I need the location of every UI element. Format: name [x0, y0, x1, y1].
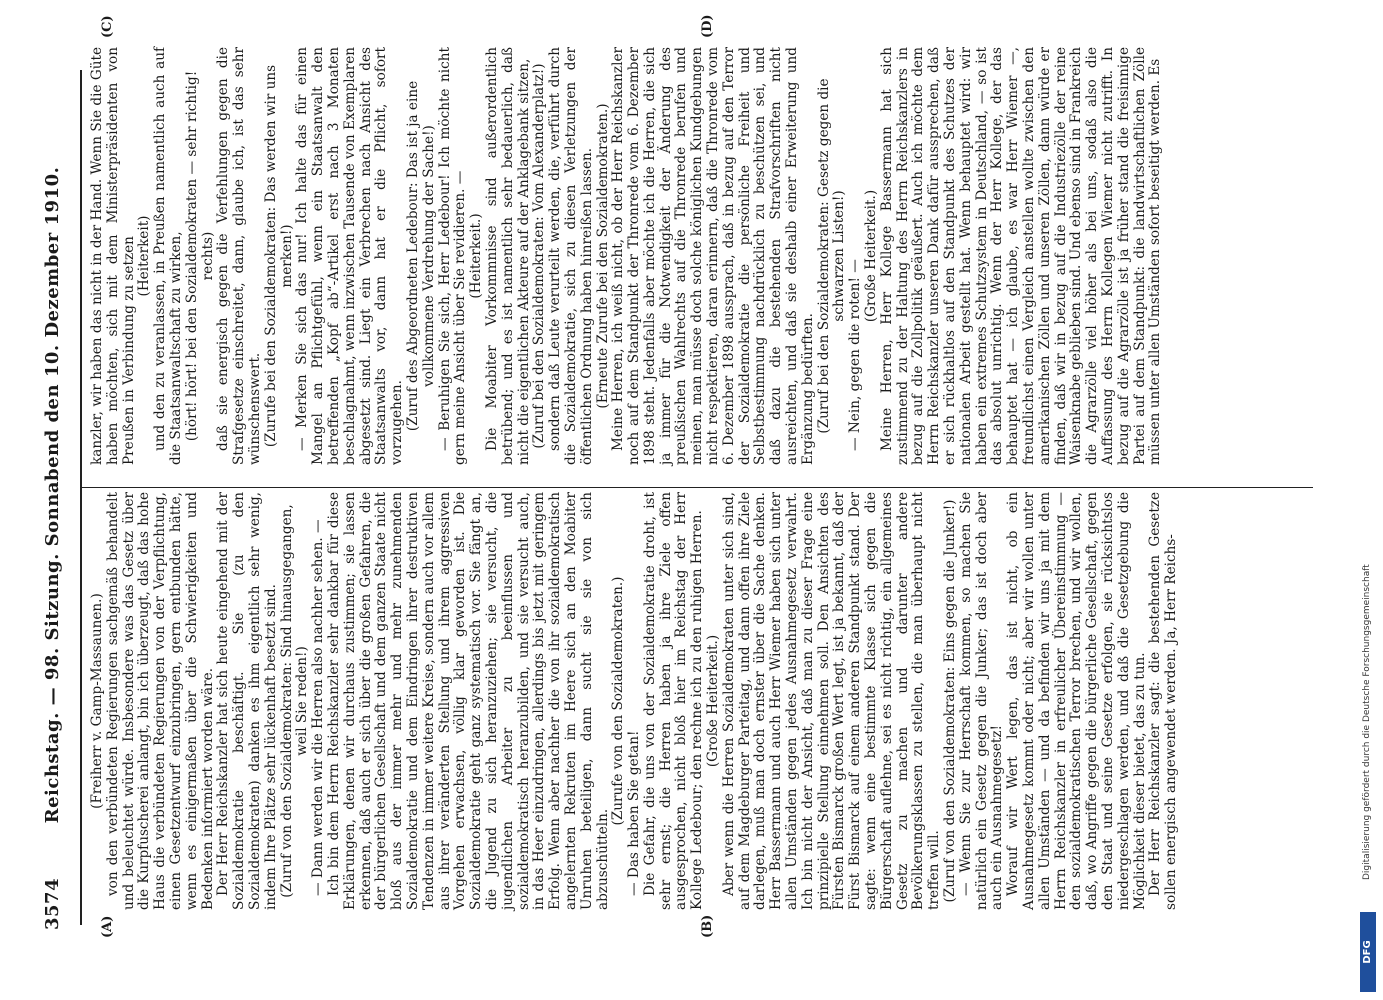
paragraph: sondern daß Leute verurteilt werden, die, verführt durch die Sozialdemokratie, sich zu diesen Verletzungen der öffentlichen Ordnung haben hinreißen lassen. — [547, 47, 595, 465]
paragraph: — Merken Sie sich das nur! Ich halte das für einen Mangel an Pflichtgefühl, wenn ein Staatsanwalt den betreffenden „Kopf ab“-Artikel erst nach 3 Monaten beschlagnahmt, wenn inzwischen Tausende von Exemplaren abgesetzt sind. Liegt ein Verbrechen nach Ansicht des Staatsanwalts vor, dann hat er die Pflicht, sofort vorzugehen. — [294, 47, 406, 465]
column-divider — [82, 487, 1313, 488]
paragraph: (Erneute Zurufe bei den Sozialdemokraten.) — [594, 103, 611, 409]
paragraph: Ich bin dem Herrn Reichskanzler sehr dankbar für diese Erklärungen, denen wir durchaus zustimmen; sie lassen erkennen, daß auch er sich über die großen Gefahren, die der bürgerlichen Gesellschaft und dem ganzen Staate nicht bloß aus der immer mehr und mehr zunehmenden Sozialdemokratie und dem Eindringen ihrer destruktiven Tendenzen in immer weitere Kreise, sondern auch vor allem aus ihrer veränderten Stellung und ihrem aggressiven Vorgehen erwachsen, völlig klar geworden ist. Die Sozialdemokratie geht ganz systematisch vor. Sie fängt an, die Jugend zu sich heranzuziehen; sie versucht, die jugendlichen Arbeiter zu beeinflussen und sozialdemokratisch heranzubilden, und sie versucht auch, in das Heer einzudringen, allerdings bis jetzt mit geringem Erfolg. Wenn aber nachher die von ihr sozialdemokratisch angelernten Rekruten im Heere sich an den Moabiter Unruhen beteiligen, dann sucht sie sie von sich abzuschütteln. — [325, 492, 611, 910]
paragraph: Worauf wir Wert legen, das ist nicht, ob ein Ausnahmegesetz kommt oder nicht; aber wir wollen unter allen Umständen — und da befinden wir uns ja mit dem Herrn Reichskanzler in erfreulicher Übereinstimmung — den sozialdemokratischen Terror brechen, und wir wollen, daß, wo Angriffe gegen die bürgerliche Gesellschaft, gegen den Staat und seine Gesetze erfolgen, sie rücksichtslos niedergeschlagen werden, und daß die Gesetzgebung die Möglichkeit dieser bietet, das zu tun. — [1005, 492, 1148, 910]
paragraph: (Zuruf von den Sozialdemokraten: Eins gegen die Junker!) — [942, 499, 959, 903]
paragraph: Aber wenn die Herren Sozialdemokraten unter sich sind, auf dem Magdeburger Parteitag, und dann offen ihre Ziele darlegen, muß man doch ernster über die Sache denken. Herr Bassermann und auch Herr Wiemer haben sich unter allen Umständen gegen jedes Ausnahmegesetz verwahrt. Ich bin nicht der Ansicht, daß man zu dieser Frage eine prinzipielle Stellung einnehmen soll. Den Ansichten des Fürsten Bismarck großen Wert legt, ist ja bekannt, daß der Fürst Bismarck auf einem anderen Standpunkt stand. Der sagte: wenn eine bestimmte Klasse sich gegen die Bürgerschaft auflehne, sei es nicht richtig, ein allgemeines Gesetz zu machen und darunter andere Bevölkerungsklassen zu stellen, die man überhaupt nicht treffen will. — [720, 492, 943, 910]
paragraph: (Zuruf bei den Sozialdemokraten: Gesetz gegen die schwarzen Listen!) — [815, 78, 848, 434]
left-column — [90, 492, 1180, 910]
paragraph: — Dann werden wir die Herren also nachher sehen. — — [310, 519, 327, 896]
paragraph: (hört! hört! bei den Sozialdemokraten — sehr richtig! rechts) — [183, 70, 216, 442]
paragraph: (Zurufe von den Sozialdemokraten.) — [610, 576, 627, 826]
paragraph: — Das haben Sie getan! — [626, 730, 643, 896]
paragraph: kanzler, wir haben das nicht in der Hand. Wenn Sie die Güte haben möchten, sich mit dem Ministerpräsidenten von Preußen in Verbindung zu setzen — [89, 47, 137, 465]
paragraph: — Beruhigen Sie sich, Herr Ledebour! Ich möchte nicht gern meine Ansicht über Sie revidieren. — — [436, 47, 469, 465]
margin-marker-c: (C) — [100, 15, 115, 38]
dfg-logo: DFG — [1360, 912, 1376, 992]
paragraph: (Große Heiterkeit.) — [863, 189, 880, 323]
page-header — [34, 60, 74, 930]
paragraph: Der Herr Reichskanzler sagt: die bestehenden Gesetze sollen energisch angewendet werden. Ja, Herr Reichs- — [1147, 492, 1180, 910]
paragraph: (Freiherr v. Gamp-Massaunen.) — [89, 593, 105, 809]
margin-marker-d: (D) — [700, 14, 715, 38]
paragraph: von den verbündeten Regierungen sachgemäß behandelt und beleuchtet würde. Insbesondere was das Gesetz über die Kurpfuscherei anlangt, bin ich überzeugt, daß das hohe Haus die verbündeten Regierungen von der Verpflichtung, einen Gesetzentwurf einzubringen, gern entbunden hätte, wenn es einigermaßen über die Schwierigkeiten und Bedenken informiert worden wäre. — [104, 492, 216, 910]
paragraph: — Nein, gegen die roten! — — [847, 259, 864, 451]
paragraph: — Wenn Sie zur Herrschaft kommen, so machen Sie natürlich ein Gesetz gegen die Junker; das ist doch aber auch ein Ausnahmegesetz! — [957, 492, 1006, 910]
margin-marker-b: (B) — [700, 914, 715, 938]
paragraph: daß sie energisch gegen die Verfehlungen gegen die Strafgesetze einschreitet, dann, glaube ich, ist das sehr wünschenswert. — [215, 47, 263, 465]
page-title: Reichstag. — 98. Sitzung. Sonnabend den 10. Dezember 1910. — [42, 166, 63, 824]
header-rule — [80, 70, 82, 925]
paragraph: Die Gefahr, die uns von der Sozialdemokratie droht, ist sehr ernst; die Herren haben ja ihre Ziele offen ausgesprochen, nicht bloß hier im Reichstag der Herr Kollege Ledebour; den rechne ich zu den ruhigen Herren. — [641, 492, 706, 910]
paragraph: (Große Heiterkeit.) — [705, 634, 722, 768]
credit-strip — [1358, 0, 1380, 1000]
right-column — [90, 47, 1164, 465]
paragraph: (Zurufe bei den Sozialdemokraten: Das werden wir uns merken!) — [262, 64, 295, 448]
paragraph: Die Moabiter Vorkommnisse sind außerordentlich betrübend; und es ist namentlich sehr bedauerlich, daß nicht die eigentlichen Akteure auf der Anklagebank sitzen, — [483, 47, 532, 465]
paragraph: (Heiterkeit) — [136, 215, 153, 297]
paragraph: (Zuruf des Abgeordneten Ledebour: Das ist ja eine vollkommene Verdrehung der Sache!) — [404, 80, 437, 432]
paragraph: Meine Herren, ich weiß nicht, ob der Herr Reichskanzler noch auf dem Standpunkt der Thronrede vom 6. Dezember 1898 steht. Jedenfalls aber möchte ich die Herren, die sich ja immer für die Notwendigkeit der Änderung des preußischen Wahlrechts auf die Thronrede berufen und meinen, man müsse doch solche königlichen Kundgebungen nicht respektieren, daran erinnern, daß die Thronrede vom 6. Dezember 1898 aussprach, daß in bezug auf den Terror der Sozialdemokratie die persönliche Freiheit und Selbstbestimmung nachdrücklich zu beschützen sei, und daß dazu die bestehenden Strafvorschriften nicht ausreichten, und daß sie deshalb einer Erweiterung und Ergänzung bedürften. — [610, 47, 816, 465]
paragraph: (Zuruf von den Sozialdemokraten: Sind hinausgegangen, weil Sie reden!) — [278, 504, 311, 898]
margin-marker-a: (A) — [100, 915, 115, 938]
paragraph: und den zu veranlassen, in Preußen namentlich auch auf die Staatsanwaltschaft zu wirken, — [152, 47, 184, 465]
paragraph: (Heiterkeit.) — [468, 213, 485, 299]
page-number: 3574 — [42, 877, 63, 930]
paragraph: (Zuruf bei den Sozialdemokraten: Vom Alexanderplatz!) — [531, 63, 548, 449]
paragraph: Der Herr Reichskanzler hat sich heute eingehend mit der Sozialdemokratie beschäftigt. Sie (zu den Sozialdemokraten) danken es ihm eigentlich sehr wenig, indem Ihre Plätze sehr lückenhaft besetzt sind. — [215, 492, 279, 910]
credit-text: Digitalisierung gefördert durch die Deutsche Forschungsgemeinschaft — [1362, 564, 1372, 880]
paragraph: Meine Herren, Herr Kollege Bassermann hat sich zustimmend zu der Haltung des Herrn Reichskanzlers in bezug auf die Zollpolitik geäußert. Auch ich möchte dem Herrn Reichskanzler unseren Dank dafür aussprechen, daß er sich rückhaltlos auf den Standpunkt des Schutzes der nationalen Arbeit gestellt hat. Wenn behauptet wird: wir haben ein extremes Schutzsystem in Deutschland, — so ist das absolut unrichtig. Wenn der Herr Kollege, der das behauptet hat — ich glaube, es war Herr Wiemer —, freundlichst einen Vergleich anstellen wollte zwischen den amerikanischen Zöllen und unseren Zöllen, dann würde er finden, daß wir in bezug auf die Industriezölle der reine Waisenknabe geblieben sind. Und ebenso sind in Frankreich die Agrarzölle viel höher als bei uns, sodaß also die Auffassung des Herrn Kollegen Wiemer nicht zutrifft. In bezug auf die Agrarzölle ist ja früher stand die freisinnige Partei auf dem Standpunkt: die landwirtschaftlichen Zölle müssen unter allen Umständen sofort beseitigt werden. Es — [878, 47, 1164, 465]
